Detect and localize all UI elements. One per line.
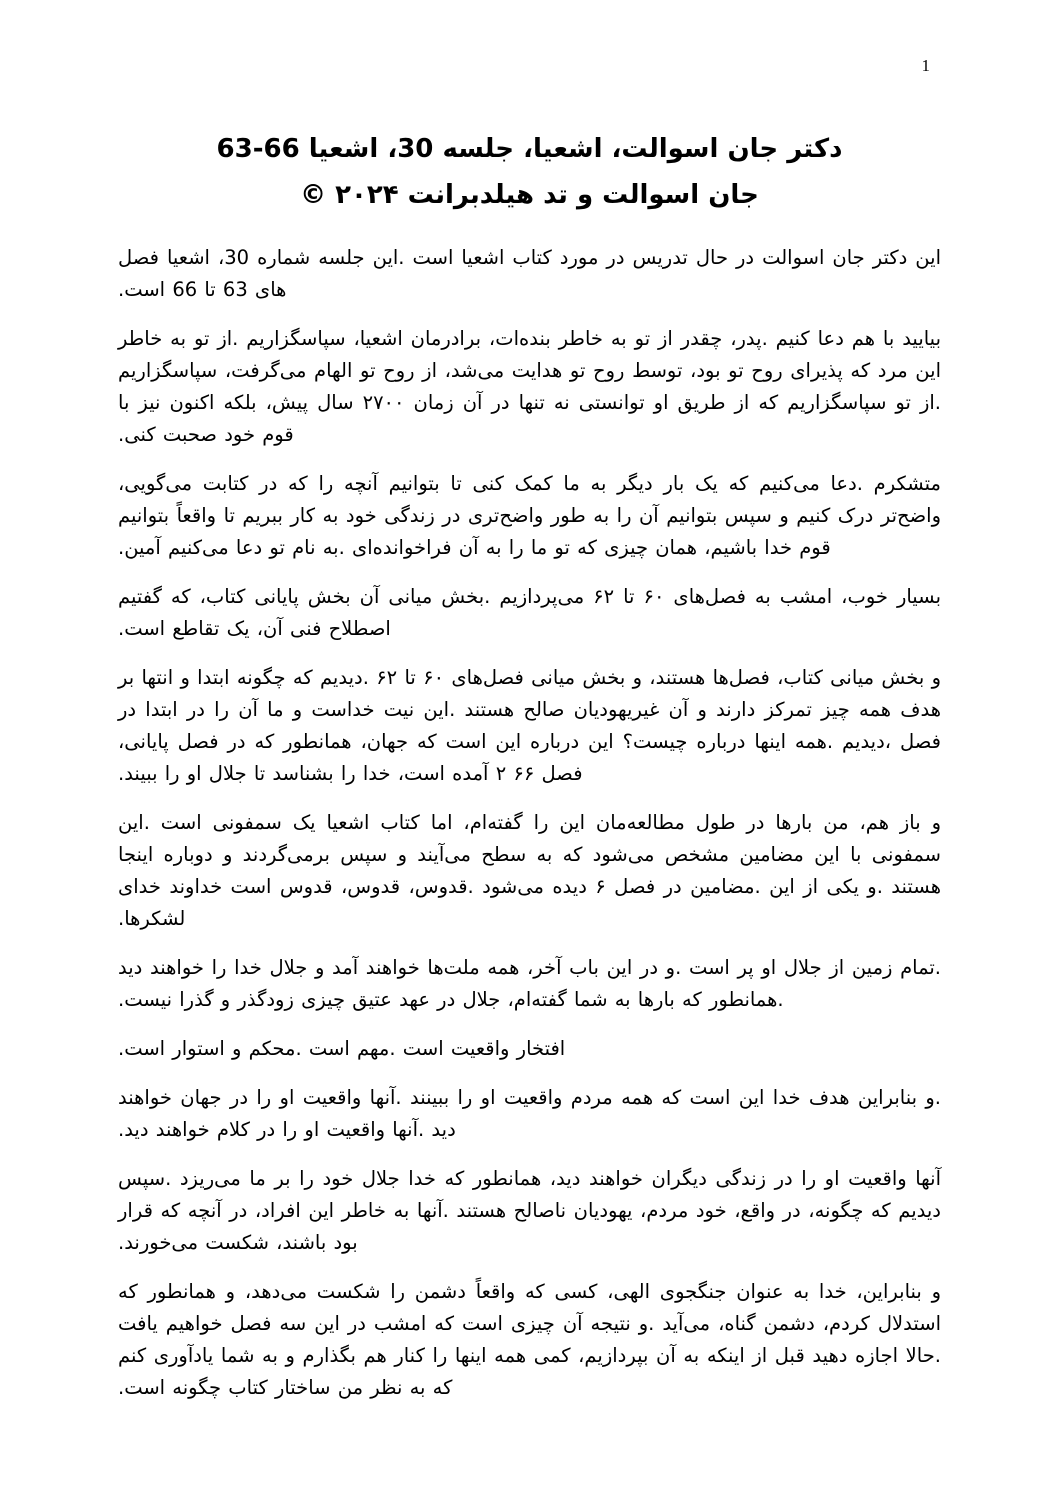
document-title: [118, 126, 941, 218]
paragraph: متشکرم .دعا می‌کنیم که یک بار دیگر به ما کمک کنی تا بتوانیم آنچه را که در کتابت می‌گویی، واضح‌تر درک کنیم و سپس بتوانیم آن را به طور واضح‌تری در زندگی خود به کار ببریم تا واقعاً بتوانیم قوم خدا باشیم، همان چیزی که تو ما را به آن فراخوانده‌ای .به نام تو دعا می‌کنیم آمین.: [118, 472, 941, 559]
document-body: [118, 242, 941, 1404]
paragraph: و بخش میانی کتاب، فصل‌ها هستند، و بخش میانی فصل‌های ۶۰ تا ۶۲ .دیدیم که چگونه ابتدا و انتها بر هدف همه چیز تمرکز دارند و آن غیریهودیان صالح هستند .این نیت خداست و ما آن را در ابتدا در فصل ،دیدیم .همه اینها درباره چیست؟ این درباره این است که جهان، همانطور که در فصل پایانی، فصل ۶۶ ۲ آمده است، خدا را بشناسد تا جلال او را ببیند.: [118, 666, 941, 785]
paragraph: این دکتر جان اسوالت در حال تدریس در مورد کتاب اشعیا است .این جلسه شماره 30، اشعیا فصل های 63 تا 66 است.: [118, 246, 941, 301]
title-line-1: دکتر جان اسوالت، اشعیا، جلسه 30، اشعیا 66-63: [216, 134, 843, 164]
paragraph: افتخار واقعیت است .مهم است .محکم و استوار است.: [118, 1037, 566, 1060]
paragraph: و باز هم، من بارها در طول مطالعه‌مان این را گفته‌ام، اما کتاب اشعیا یک سمفونی است .این سمفونی با این مضامین مشخص می‌شود که به سطح می‌آیند و سپس برمی‌گردند و دوباره اینجا هستند .و یکی از این .مضامین در فصل ۶ دیده می‌شود .قدوس، قدوس، قدوس است خداوند خدای لشکرها.: [118, 811, 941, 930]
paragraph: .و بنابراین هدف خدا این است که همه مردم واقعیت او را ببینند .آنها واقعیت او را در جهان خواهند دید .آنها واقعیت او را در کلام خواهند دید.: [118, 1086, 941, 1141]
paragraph: .تمام زمین از جلال او پر است .و در این باب آخر، همه ملت‌ها خواهند آمد و جلال خدا را خواهند دید .همانطور که بارها به شما گفته‌ام، جلال در عهد عتیق چیزی زودگذر و گذرا نیست.: [118, 956, 941, 1011]
document-content: [118, 126, 941, 1421]
paragraph: بیایید با هم دعا کنیم .پدر، چقدر از تو به خاطر بنده‌ات، برادرمان اشعیا، سپاسگزاریم .از تو به خاطر این مرد که پذیرای روح تو بود، توسط روح تو هدایت می‌شد، از روح تو الهام می‌گرفت، سپاسگزاریم .از تو سپاسگزاریم که از طریق او توانستی نه تنها در آن زمان ۲۷۰۰ سال پیش، بلکه اکنون نیز با قوم خود صحبت کنی.: [118, 327, 941, 446]
paragraph: بسیار خوب، امشب به فصل‌های ۶۰ تا ۶۲ می‌پردازیم .بخش میانی آن بخش پایانی کتاب، که گفتیم اصطلاح فنی آن، یک تقاطع است.: [118, 585, 942, 640]
paragraph: و بنابراین، خدا به عنوان جنگجوی الهی، کسی که واقعاً دشمن را شکست می‌دهد، و همانطور که استدلال کردم، دشمن گناه، می‌آید .و نتیجه آن چیزی است که امشب در این سه فصل خواهیم یافت .حالا اجازه دهید قبل از اینکه به آن بپردازیم، کمی همه اینها را کنار هم بگذارم و به شما یادآوری کنم که به نظر من ساختار کتاب چگونه است.: [118, 1280, 941, 1399]
paragraph: آنها واقعیت او را در زندگی دیگران خواهند دید، همانطور که خدا جلال خود را بر ما می‌ریزد .سپس دیدیم که چگونه، در واقع، خود مردم، یهودیان ناصالح هستند .آنها به خاطر این افراد، در آنچه که قرار بود باشند، شکست می‌خورند.: [118, 1167, 941, 1254]
title-line-2: جان اسوالت و تد هیلدبرانت ۲۰۲۴ ©: [300, 180, 759, 210]
page-number: 1: [921, 56, 930, 75]
